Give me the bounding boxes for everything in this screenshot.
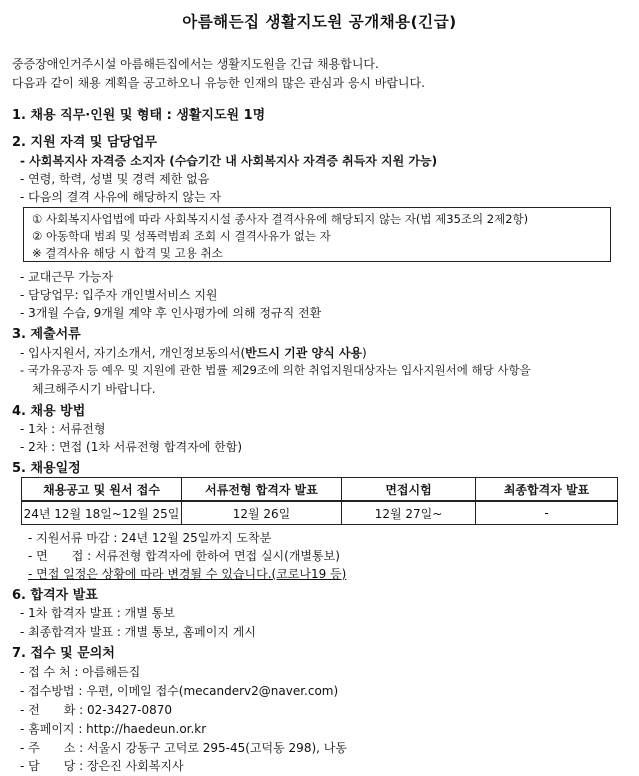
schedule-note: - 면접 일정은 상황에 따라 변경될 수 있습니다.(코로나19 등) xyxy=(28,567,347,581)
table-cell: 24년 12월 18일~12월 25일 xyxy=(22,501,182,525)
section-5-title: 5. 채용일정 xyxy=(12,461,81,476)
schedule-note: - 지원서류 마감 : 24년 12월 25일까지 도착분 xyxy=(28,531,272,545)
documents-item xyxy=(20,344,367,361)
documents-item-text: - 입사지원서, 자기소개서, 개인정보동의서( xyxy=(20,346,246,360)
table-header: 최종합격자 발표 xyxy=(476,478,618,502)
disqualification-note: ※ 결격사유 해당 시 합격 및 고용 취소 xyxy=(32,246,223,260)
duty-item: - 담당업무: 입주자 개인별서비스 지원 xyxy=(20,288,218,302)
contact-item: - 담 당 : 장은진 사회복지사 xyxy=(20,759,184,773)
page-title: 아름해든집 생활지도원 공개채용(긴급) xyxy=(182,13,457,31)
intro-line-1: 중증장애인거주시설 아름해든집에서는 생활지도원을 긴급 채용합니다. xyxy=(12,57,379,71)
intro-line-2: 다음과 같이 채용 계획을 공고하오니 유능한 인재의 많은 관심과 응시 바랍니다. xyxy=(12,76,425,90)
duty-item: - 교대근무 가능자 xyxy=(20,270,114,284)
table-row xyxy=(22,501,618,525)
documents-item: - 국가유공자 등 예우 및 지원에 관한 법률 제29조에 의한 취업지원대상자는 입사지원서에 해당 사항을 xyxy=(20,363,531,377)
schedule-note: - 면 접 : 서류전형 합격자에 한하여 면접 실시(개별통보) xyxy=(28,549,340,563)
disqualification-box xyxy=(23,207,611,262)
section-6-title: 6. 합격자 발표 xyxy=(12,588,98,603)
table-header: 서류전형 합격자 발표 xyxy=(182,478,342,502)
table-header: 면접시험 xyxy=(342,478,476,502)
announcement-item: - 1차 합격자 발표 : 개별 통보 xyxy=(20,606,175,620)
qualification-item: - 다음의 결격 사유에 해당하지 않는 자 xyxy=(20,190,222,204)
contact-item: - 전 화 : 02-3427-0870 xyxy=(20,703,173,717)
contact-item: - 주 소 : 서울시 강동구 고덕로 295-45(고덕동 298), 나동 xyxy=(20,741,347,755)
table-cell: 12월 27일~ xyxy=(342,501,476,525)
method-item: - 2차 : 면접 (1차 서류전형 합격자에 한함) xyxy=(20,440,242,454)
contact-item: - 접수방법 : 우편, 이메일 접수(mecanderv2@naver.com) xyxy=(20,684,339,698)
documents-item-emphasis: 반드시 기관 양식 사용 xyxy=(245,346,363,360)
section-1-title: 1. 채용 직무·인원 및 형태 : 생활지도원 1명 xyxy=(12,108,266,123)
duty-item: - 3개월 수습, 9개월 계약 후 인사평가에 의해 정규직 전환 xyxy=(20,306,322,320)
method-item: - 1차 : 서류전형 xyxy=(20,422,106,436)
qualification-item: - 연령, 학력, 성별 및 경력 제한 없음 xyxy=(20,172,210,186)
announcement-item: - 최종합격자 발표 : 개별 통보, 홈페이지 게시 xyxy=(20,625,256,639)
section-3-title: 3. 제출서류 xyxy=(12,327,81,342)
section-4-title: 4. 채용 방법 xyxy=(12,404,86,419)
table-header-row xyxy=(22,478,618,502)
schedule-table xyxy=(21,477,618,525)
contact-item: - 접 수 처 : 아름해든집 xyxy=(20,665,141,679)
disqualification-line: ① 사회복지사업법에 따라 사회복지시설 종사자 결격사유에 해당되지 않는 자(법 제35조의 2제2항) xyxy=(32,212,529,226)
table-cell: 12월 26일 xyxy=(182,501,342,525)
table-header: 채용공고 및 원서 접수 xyxy=(22,478,182,502)
qualification-item: - 사회복지사 자격증 소지자 (수습기간 내 사회복지사 자격증 취득자 지원 가능) xyxy=(20,154,438,168)
contact-item: - 홈페이지 : http://haedeun.or.kr xyxy=(20,722,207,736)
section-7-title: 7. 접수 및 문의처 xyxy=(12,646,115,661)
documents-item-close: ) xyxy=(362,346,367,360)
section-2-title: 2. 지원 자격 및 담당업무 xyxy=(12,135,158,150)
disqualification-line: ② 아동학대 범죄 및 성폭력범죄 조회 시 결격사유가 없는 자 xyxy=(32,229,331,243)
table-cell: - xyxy=(476,501,618,525)
documents-item-continued: 체크해주시기 바랍니다. xyxy=(32,382,156,396)
